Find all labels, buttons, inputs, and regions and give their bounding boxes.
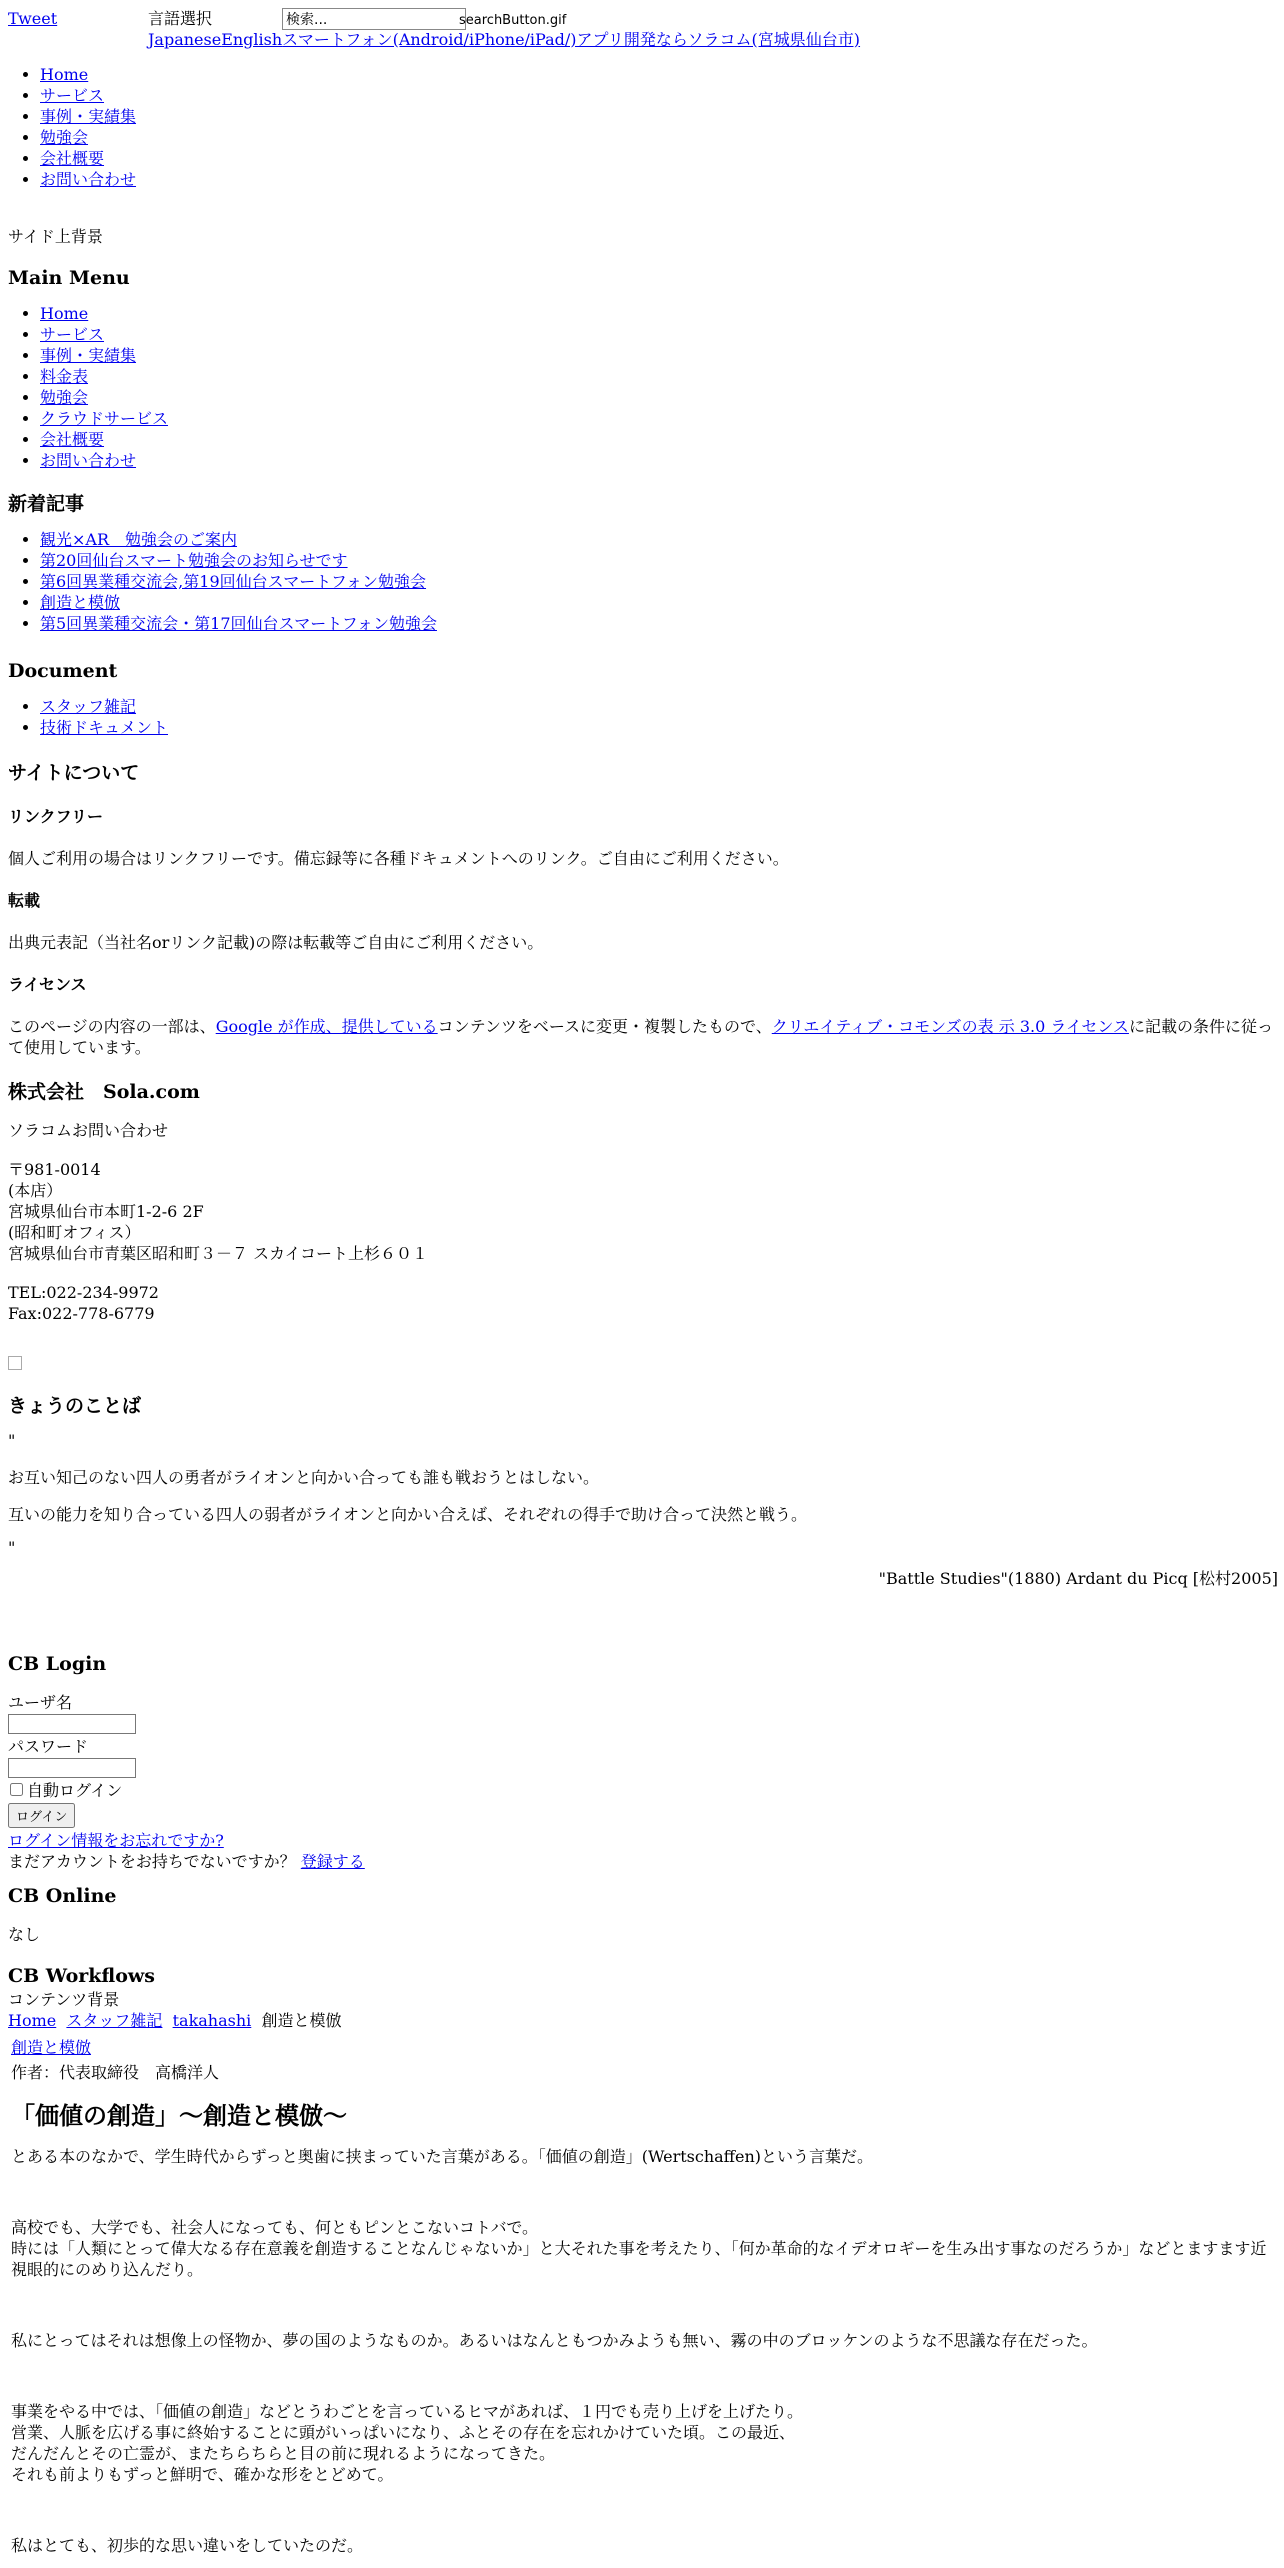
- tweet-link[interactable]: Tweet: [8, 9, 58, 28]
- register-link[interactable]: 登録する: [300, 1852, 365, 1871]
- article-heading: 「価値の創造」〜創造と模倣〜: [11, 2101, 347, 2130]
- main-menu-module: [8, 266, 1278, 471]
- quote-module: [8, 1394, 1278, 1589]
- topnav-cases[interactable]: 事例・実績集: [40, 107, 137, 126]
- article-paragraph: とある本のなかで、学生時代からずっと奥歯に挟まっていた言葉がある。「価値の創造」(Wertschaffen)という言葉だ。: [11, 2147, 874, 2166]
- menu-item-cloud[interactable]: クラウドサービス: [40, 409, 169, 428]
- linkfree-heading: リンクフリー: [8, 807, 104, 826]
- no-account-text: まだアカウントをお持ちでないですか？: [8, 1852, 296, 1871]
- news-item[interactable]: 第20回仙台スマート勉強会のお知らせです: [40, 551, 348, 570]
- article-author: 作者：代表取締役 高橋洋人: [11, 2063, 220, 2082]
- news-item[interactable]: 第5回異業種交流会・第17回仙台スマートフォン勉強会: [40, 614, 437, 633]
- company-module: [8, 1080, 1278, 1324]
- quote-line2: 互いの能力を知り合っている四人の弱者がライオンと向かい合えば、それぞれの得手で助け合って決然と戦う。: [8, 1505, 808, 1524]
- remember-checkbox[interactable]: [10, 1783, 23, 1796]
- topnav-study[interactable]: 勉強会: [40, 128, 89, 147]
- password-input[interactable]: [8, 1758, 136, 1778]
- menu-item-study[interactable]: 勉強会: [40, 388, 89, 407]
- breadcrumb: [8, 2010, 1278, 2031]
- document-title: Document: [8, 660, 118, 682]
- workflows-title: CB Workflows: [8, 1965, 155, 1987]
- english-flag-link[interactable]: English: [221, 30, 283, 49]
- breadcrumb-home[interactable]: Home: [8, 2011, 57, 2030]
- about-title: サイトについて: [8, 762, 140, 784]
- document-item-tech[interactable]: 技術ドキュメント: [40, 718, 169, 737]
- tensai-text: 出典元表記（当社名orリンク記載)の際は転載等ご自由にご利用ください。: [8, 933, 544, 952]
- top-navigation: [0, 64, 136, 190]
- about-module: [8, 761, 1278, 1058]
- article-paragraph: 私にとってはそれは想像上の怪物か、夢の国のようなものか。あるいはなんともつかみようも無い、霧の中のブロッケンのような不思議な存在だった。: [11, 2331, 1098, 2350]
- license-heading: ライセンス: [8, 975, 87, 994]
- menu-item-cases[interactable]: 事例・実績集: [40, 346, 137, 365]
- topnav-home[interactable]: Home: [40, 65, 89, 84]
- phone-block: TEL:022-234-9972 Fax:022-778-6779: [8, 1283, 159, 1323]
- topnav-service[interactable]: サービス: [40, 86, 105, 105]
- quote-line1: お互い知己のない四人の勇者がライオンと向かい合っても誰も戦おうとはしない。: [8, 1468, 600, 1487]
- online-title: CB Online: [8, 1885, 117, 1907]
- flags-row: [148, 29, 860, 50]
- username-label: ユーザ名: [8, 1693, 73, 1712]
- article-paragraph: 私はとても、初歩的な思い違いをしていたのだ。: [11, 2536, 364, 2555]
- address-block: 〒981-0014 (本店） 宮城県仙台市本町1-2-6 2F (昭和町オフィス） 宮城県仙台市青葉区昭和町３－７ スカイコート上杉６０１: [8, 1160, 428, 1263]
- search-input[interactable]: [282, 8, 466, 30]
- search-button[interactable]: searchButton.gif: [459, 13, 567, 28]
- quote-close: ": [8, 1538, 16, 1557]
- menu-item-company[interactable]: 会社概要: [40, 430, 105, 449]
- remember-label: 自動ログイン: [27, 1781, 123, 1800]
- login-module: [8, 1652, 1278, 1872]
- online-module: [8, 1884, 1278, 1945]
- article-title-link[interactable]: 創造と模倣: [11, 2038, 92, 2057]
- menu-item-pricing[interactable]: 料金表: [40, 367, 89, 386]
- article-paragraph: 高校でも、大学でも、社会人になっても、何ともピンとこないコトバで。 時には「人類にとって偉大なる存在意義を創造することなんじゃないか」と大それた事を考えたり、「何か革命的なイデオロギーを生み出す事なのだろうか」などとますます近視眼的にのめり込んだり。: [11, 2218, 1267, 2279]
- menu-item-contact[interactable]: お問い合わせ: [40, 451, 137, 470]
- banner-link[interactable]: スマートフォン(Android/iPhone/iPad/)アプリ開発ならソラコム(宮城県仙台市): [282, 30, 861, 49]
- article: [11, 2037, 1273, 2556]
- breadcrumb-user[interactable]: takahashi: [172, 2011, 252, 2030]
- quote-source: "Battle Studies"(1880) Ardant du Picq [松村2005]: [878, 1569, 1278, 1588]
- workflows-module: [8, 1964, 1278, 2031]
- menu-item-service[interactable]: サービス: [40, 325, 105, 344]
- news-item[interactable]: 第6回異業種交流会,第19回仙台スマートフォン勉強会: [40, 572, 427, 591]
- breadcrumb-category[interactable]: スタッフ雑記: [66, 2011, 163, 2030]
- news-title: 新着記事: [8, 493, 85, 515]
- quote-open: ": [8, 1431, 16, 1450]
- menu-item-home[interactable]: Home: [40, 304, 89, 323]
- document-module: [8, 659, 1278, 738]
- topnav-contact[interactable]: お問い合わせ: [40, 170, 137, 189]
- quote-title: きょうのことば: [8, 1395, 142, 1417]
- article-paragraph: 事業をやる中では、「価値の創造」などとうわごとを言っているヒマがあれば、１円でも売り上げを上げたり。 営業、人脈を広げる事に終始することに頭がいっぱいになり、ふとその存在を忘れかけていた頃。この最近、 だんだんとその亡霊が、またちらちらと目の前に現れるようになってきた。 それも前よりもずっと鮮明で、確かな形をとどめて。: [11, 2402, 804, 2484]
- main-menu-title: Main Menu: [8, 267, 130, 289]
- license-text: このページの内容の一部は、Google が作成、提供しているコンテンツをベースに変更・複製したもので、クリエイティブ・コモンズの表 示 3.0 ライセンスに記載の条件に従って使用しています。: [8, 1017, 1273, 1057]
- news-item[interactable]: 観光×AR 勉強会のご案内: [40, 530, 238, 549]
- username-input[interactable]: [8, 1714, 136, 1734]
- language-select-image[interactable]: 言語選択: [148, 9, 213, 28]
- topnav-company[interactable]: 会社概要: [40, 149, 105, 168]
- side-background-image: サイド上背景: [8, 227, 103, 246]
- login-button[interactable]: ログイン: [8, 1803, 75, 1828]
- google-link[interactable]: Google が作成、提供している: [215, 1017, 438, 1036]
- news-item[interactable]: 創造と模倣: [40, 593, 121, 612]
- cc-license-link[interactable]: クリエイティブ・コモンズの表 示 3.0 ライセンス: [771, 1017, 1129, 1036]
- news-module: [8, 492, 1278, 634]
- broken-image-icon: [8, 1356, 22, 1370]
- document-item-staff[interactable]: スタッフ雑記: [40, 697, 137, 716]
- japanese-flag-link[interactable]: Japanese: [148, 30, 222, 49]
- linkfree-text: 個人ご利用の場合はリンクフリーです。備忘録等に各種ドキュメントへのリンク。ご自由にご利用ください。: [8, 849, 789, 868]
- login-title: CB Login: [8, 1653, 107, 1675]
- content-background-image: コンテンツ背景: [8, 1990, 120, 2009]
- contact-text: ソラコムお問い合わせ: [8, 1121, 169, 1140]
- password-label: パスワード: [8, 1737, 89, 1756]
- company-title: 株式会社 Sola.com: [8, 1081, 200, 1103]
- forgot-login-link[interactable]: ログイン情報をお忘れですか?: [8, 1831, 224, 1850]
- online-value: なし: [8, 1925, 41, 1944]
- breadcrumb-current: 創造と模倣: [261, 2011, 342, 2030]
- tensai-heading: 転載: [8, 891, 41, 910]
